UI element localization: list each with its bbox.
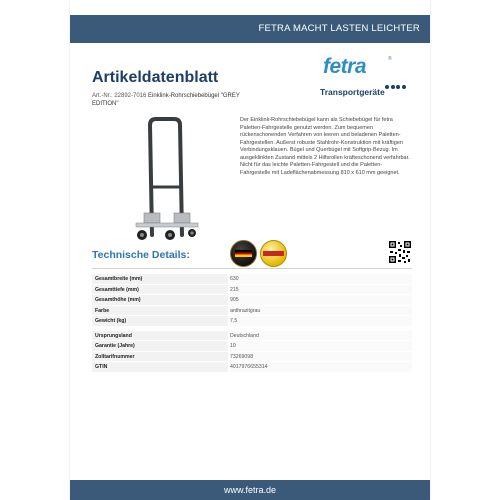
spec-label: Gesamttiefe (mm) (95, 286, 139, 293)
spec-label: Gewicht (kg) (95, 318, 127, 324)
header-bar (70, 15, 430, 43)
product-image (130, 115, 210, 243)
spec-label: Gesamtbreite (mm) (95, 276, 143, 282)
fetra-logo (315, 55, 415, 100)
spec-row-gtin (92, 362, 412, 373)
spec-value: 10 (230, 343, 236, 349)
logo-registered-mark: ® (388, 56, 392, 62)
spec-value: Deutschland (230, 332, 259, 339)
spec-row-depth (92, 285, 412, 296)
footer-bar (70, 480, 430, 500)
spec-label: Ursprungsland (95, 332, 132, 339)
spec-value: 7,5 (230, 318, 238, 324)
spec-value: 630 (230, 276, 239, 282)
spec-value: 73269098 (230, 353, 254, 360)
header-tagline: FETRA MACHT LASTEN LEICHTER (258, 23, 420, 34)
spec-value: 4017976655314 (230, 364, 268, 370)
page-title: Artikeldatenblatt (92, 69, 219, 86)
datasheet-page (70, 0, 430, 500)
spec-row-height (92, 295, 412, 306)
article-number: Art.-Nr.: 22892-7016 (92, 93, 147, 99)
product-description: Der Einklink-Rohrschiebebügel kann als Schiebebügel für fetra Paletten-Fahrgestelle genutzt werden. Zum bequemen rückenschonenden Verfahren von leeren und beladenen Paletten-Fahrgestellen. Außerst robuste Stahlrohr-Konstruktion mit kräftigen Verbindungsklauen. Bügel und Querbügel mit Softgrip-Bezug. Im ausgeklinkten Zustand mittels 2 Hilfsrollen kräfteschonend verfahrbar. Nicht für das leichte Paletten-Fahrgestell und die Paletten-Fahrgestelle mit Ladeflächenabmessung 810 x 610 mm geeignet. (240, 117, 410, 176)
spec-row-warranty (92, 341, 412, 352)
spec-row-tariff (92, 352, 412, 363)
spec-label: Zolltarifnummer (95, 353, 135, 360)
warranty-badge-icon (260, 240, 287, 267)
spec-label: GTIN (95, 364, 108, 370)
spec-row-origin (92, 331, 412, 342)
spec-label: Garantie (Jahre) (95, 343, 135, 349)
made-in-germany-badge-icon (230, 240, 257, 267)
section-divider (92, 268, 412, 269)
tech-details-heading: Technische Details: (92, 249, 190, 261)
spec-value: anthrazitgrau (230, 307, 261, 314)
footer-website-link[interactable]: www.fetra.de (223, 485, 277, 495)
logo-dots-icon (385, 76, 407, 94)
spec-row-width (92, 274, 412, 285)
spec-value: 215 (230, 286, 239, 293)
spec-label: Gesamthöhe (mm) (95, 297, 141, 303)
spec-row-color (92, 306, 412, 317)
logo-subtitle: Transportgeräte (320, 87, 385, 97)
article-name: Einklink-Rohrschiebebügel "GREY EDITION" (92, 93, 240, 107)
logo-brand: fetra (323, 55, 367, 78)
spec-value: 905 (230, 297, 239, 303)
qr-code-icon (388, 240, 412, 264)
spec-table (92, 274, 412, 373)
spec-label: Farbe (95, 307, 110, 314)
spec-row-weight (92, 316, 412, 327)
article-line (92, 92, 262, 108)
